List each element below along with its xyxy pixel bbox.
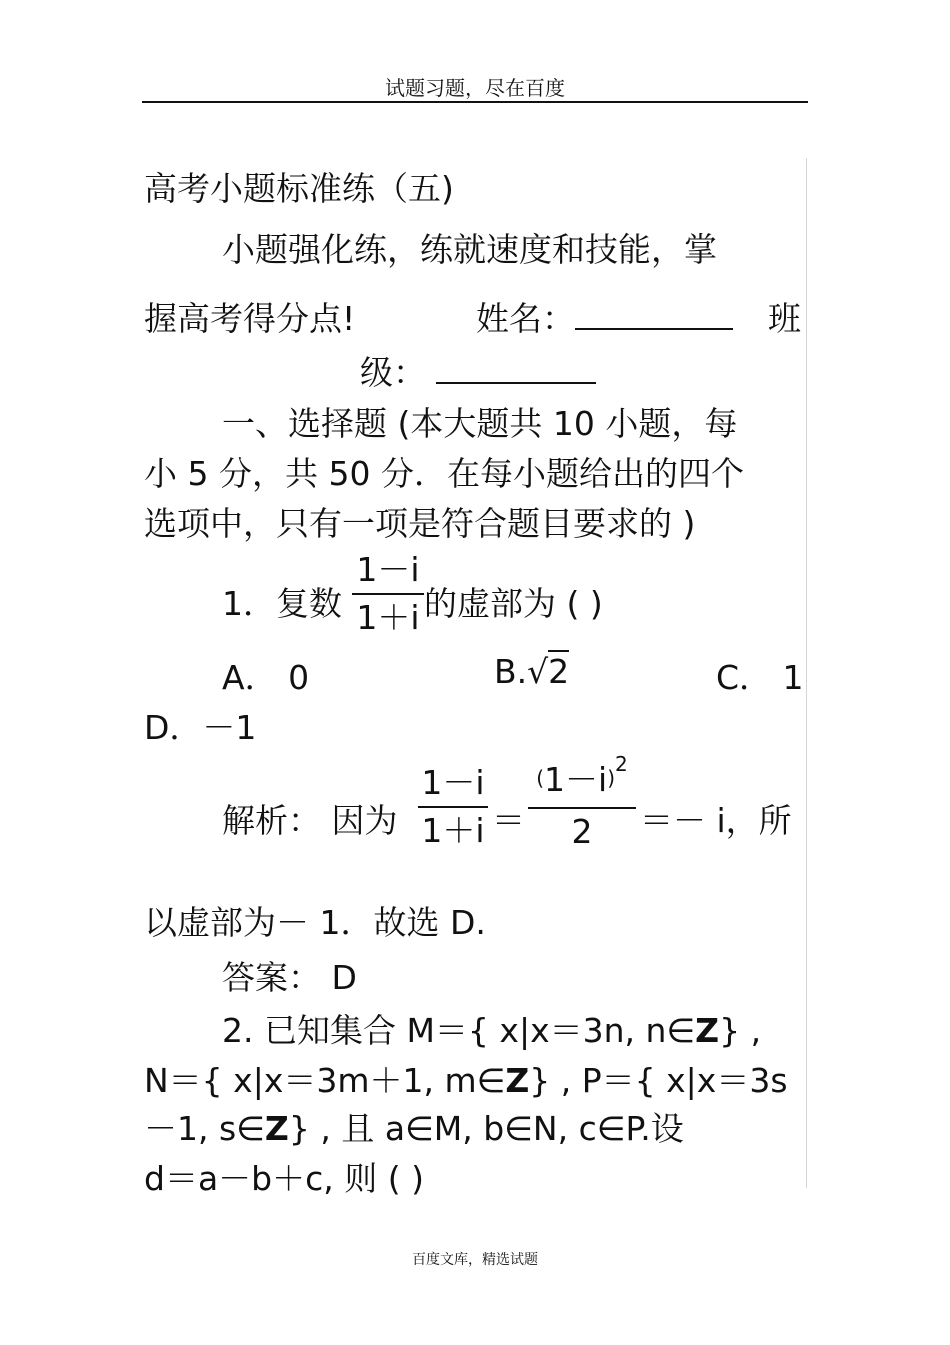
q1-answer: 答案： D [222, 958, 357, 997]
name-label: 姓名： [476, 299, 575, 338]
q2-line-3 [144, 1103, 684, 1150]
integers-symbol: Z [264, 1109, 289, 1148]
integers-symbol: Z [695, 1011, 720, 1050]
section-heading-line-1: 一、选择题 (本大题共 10 小题，每 [222, 404, 738, 443]
q1-analysis-equals: ＝ [492, 801, 525, 840]
page-header: 试题习题，尽在百度 [385, 76, 565, 100]
sqrt-icon: √ [527, 652, 549, 691]
q1-analysis-result: ＝－ i，所 [640, 801, 792, 840]
q1-option-b-radicand: 2 [548, 652, 570, 691]
q1-option-a: A． 0 [222, 658, 310, 697]
q2-line-1 [222, 1005, 761, 1052]
q1-option-b-label: B. [494, 652, 528, 691]
q2-line-2-end: } , P＝{ x|x＝3s [529, 1061, 788, 1100]
q2-line-3-end: } , 且 a∈M, b∈N, c∈P.设 [288, 1109, 684, 1148]
q1-fraction-bar [352, 593, 424, 595]
q1-analysis-fraction-2-base: 1－i [544, 760, 608, 799]
header-rule [142, 101, 808, 103]
page-footer: 百度文库，精选试题 [412, 1252, 538, 1268]
class-label: 级： [360, 353, 426, 392]
q1-analysis-fraction-1 [418, 763, 488, 851]
q2-line-2 [144, 1055, 788, 1102]
q1-analysis-fraction-2-bar [528, 807, 636, 809]
intro-line-2: 握高考得分点! [144, 299, 356, 338]
q2-line-4: d＝a－b＋c, 则 ( ) [144, 1159, 424, 1198]
q1-analysis-fraction-1-denominator: 1＋i [421, 811, 485, 850]
paren-left-icon: ( [536, 766, 545, 790]
q1-analysis-line-2: 以虚部为－ 1．故选 D. [144, 903, 486, 942]
q1-analysis-fraction-1-bar [418, 806, 488, 808]
q1-option-d: D．－1 [144, 708, 257, 747]
name-field [476, 293, 733, 340]
q1-analysis-fraction-1-numerator: 1－i [421, 763, 485, 802]
class-blank [436, 352, 596, 384]
q1-tail: 的虚部为 ( ) [424, 584, 603, 623]
intro-line-1: 小题强化练，练就速度和技能，掌 [222, 230, 717, 269]
paren-right-icon: ) [607, 766, 616, 790]
name-blank [575, 298, 733, 330]
page-title: 高考小题标准练（五) [144, 169, 454, 208]
q1-fraction-denominator: 1＋i [356, 598, 420, 637]
integers-symbol: Z [505, 1061, 530, 1100]
q1-option-b [494, 652, 569, 691]
q2-line-3-text: －1, s∈ [144, 1109, 265, 1148]
q2-line-1-text: 2. 已知集合 M＝{ x|x＝3n, n∈ [222, 1011, 696, 1050]
class-label-part-1: 班 [768, 299, 801, 338]
q2-line-2-text: N＝{ x|x＝3m＋1, m∈ [144, 1061, 506, 1100]
q1-fraction-numerator: 1－i [356, 550, 420, 589]
section-heading-line-2: 小 5 分，共 50 分．在每小题给出的四个 [144, 454, 744, 493]
q1-fraction [352, 550, 424, 638]
q2-line-1-end: } , [719, 1011, 762, 1050]
q1-analysis-exponent: 2 [615, 752, 628, 776]
q1-analysis-fraction-2 [528, 752, 636, 852]
class-field [360, 347, 596, 394]
q1-analysis-fraction-2-denominator: 2 [571, 812, 593, 851]
q1-option-c: C． 1 [716, 658, 804, 697]
q1-number: 1．复数 [222, 584, 342, 623]
q1-analysis-fraction-2-numerator [528, 752, 636, 804]
section-heading-line-3: 选项中，只有一项是符合题目要求的 ) [144, 504, 696, 543]
margin-rule [806, 158, 807, 1188]
q1-analysis-label: 解析： 因为 [222, 801, 398, 840]
